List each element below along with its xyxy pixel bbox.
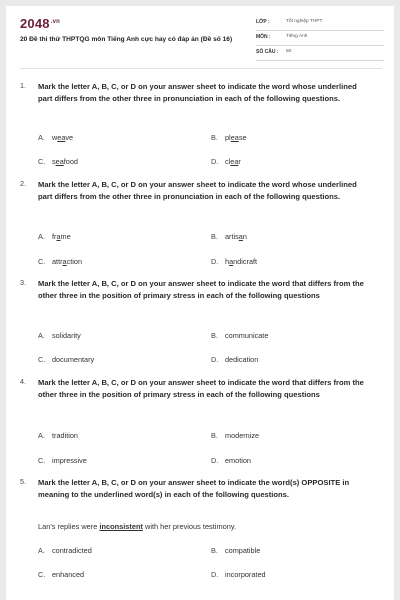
option-text: attraction — [52, 257, 83, 266]
meta-label: SỐ CÂU : — [256, 49, 279, 55]
option-text: seafood — [52, 157, 78, 166]
document-page — [6, 6, 394, 600]
option-text: dedication — [225, 355, 259, 364]
document-meta — [256, 16, 384, 61]
option-letter: A. — [38, 546, 45, 555]
option-text: compatible — [225, 546, 261, 555]
option-letter: A. — [38, 232, 45, 241]
meta-label: LỚP : — [256, 19, 270, 25]
site-logo[interactable] — [20, 16, 60, 31]
option-letter: B. — [211, 232, 218, 241]
option-letter: C. — [38, 257, 46, 266]
option-c[interactable] — [38, 355, 94, 364]
option-text: handicraft — [225, 257, 258, 266]
option-letter: B. — [211, 546, 218, 555]
option-c[interactable] — [38, 456, 87, 465]
option-text: please — [225, 133, 247, 142]
option-letter: A. — [38, 431, 45, 440]
option-letter: C. — [38, 355, 46, 364]
option-text: communicate — [225, 331, 269, 340]
option-letter: A. — [38, 133, 45, 142]
option-d[interactable] — [211, 355, 258, 364]
option-text: tradition — [52, 431, 78, 440]
meta-value: 50 — [286, 49, 292, 54]
meta-value: Tốt nghiệp THPT — [286, 19, 323, 24]
option-a[interactable] — [38, 546, 92, 555]
underlined-part: ea — [57, 133, 66, 142]
option-text: frame — [52, 232, 71, 241]
meta-row-question-count — [256, 46, 384, 61]
logo-text: 2048 — [20, 16, 50, 31]
option-letter: C. — [38, 157, 46, 166]
question-number: 2. — [20, 179, 26, 188]
underlined-part: a — [62, 257, 67, 266]
option-b[interactable] — [211, 431, 259, 440]
option-letter: B. — [211, 431, 218, 440]
meta-label: MÔN : — [256, 34, 271, 40]
option-d[interactable] — [211, 157, 241, 166]
meta-value: Tiếng Anh — [286, 34, 308, 39]
option-letter: D. — [211, 157, 219, 166]
option-c[interactable] — [38, 157, 78, 166]
option-b[interactable] — [211, 546, 260, 555]
option-a[interactable] — [38, 232, 71, 241]
option-d[interactable] — [211, 456, 251, 465]
underlined-part: a — [229, 257, 234, 266]
question-prompt: Mark the letter A, B, C, or D on your answer sheet to indicate the word(s) OPPOSITE in meaning to the underlined word(s) in each of the following questions. — [38, 478, 350, 499]
meta-row-subject — [256, 31, 384, 46]
underlined-part: ea — [230, 157, 239, 166]
option-text: documentary — [52, 355, 95, 364]
option-text: artisan — [225, 232, 247, 241]
option-text: incorporated — [225, 570, 266, 579]
option-d[interactable] — [211, 257, 257, 266]
option-b[interactable] — [211, 133, 247, 142]
underlined-part: ea — [55, 157, 64, 166]
question-prompt: Mark the letter A, B, C, or D on your answer sheet to indicate the word that differs from the other three in the position of primary stress in each of the following questions — [38, 279, 364, 300]
option-text: contradicted — [52, 546, 92, 555]
option-text: enhanced — [52, 570, 85, 579]
option-letter: A. — [38, 331, 45, 340]
header-divider — [20, 68, 382, 69]
option-b[interactable] — [211, 331, 268, 340]
option-text: solidarity — [52, 331, 81, 340]
option-text: emotion — [225, 456, 251, 465]
option-text: weave — [52, 133, 74, 142]
question-number: 4. — [20, 377, 26, 386]
option-a[interactable] — [38, 133, 73, 142]
option-c[interactable] — [38, 257, 82, 266]
option-text: impressive — [52, 456, 87, 465]
option-letter: D. — [211, 257, 219, 266]
option-a[interactable] — [38, 331, 81, 340]
underlined-part: a — [56, 232, 61, 241]
option-letter: D. — [211, 355, 219, 364]
option-b[interactable] — [211, 232, 247, 241]
meta-row-class — [256, 16, 384, 31]
option-letter: B. — [211, 331, 218, 340]
underlined-part: a — [238, 232, 243, 241]
option-c[interactable] — [38, 570, 84, 579]
question-number: 5. — [20, 477, 26, 486]
underlined-part: ea — [230, 133, 239, 142]
question-prompt: Mark the letter A, B, C, or D on your answer sheet to indicate the word that differs from the other three in the position of primary stress in each of the following questions — [38, 378, 364, 399]
document-title: 20 Đề thi thử THPTQG môn Tiếng Anh cực hay có đáp án (Đề số 16) — [20, 36, 233, 43]
option-letter: C. — [38, 456, 46, 465]
option-a[interactable] — [38, 431, 78, 440]
question-prompt: Mark the letter A, B, C, or D on your answer sheet to indicate the word whose underlined part differs from the other three in pronunciation in each of the following questions. — [38, 82, 357, 103]
option-letter: D. — [211, 456, 219, 465]
question-prompt: Mark the letter A, B, C, or D on your answer sheet to indicate the word whose underlined part differs from the other three in pronunciation in each of the following questions. — [38, 180, 357, 201]
option-text: modernize — [225, 431, 260, 440]
document-header — [6, 6, 394, 66]
option-letter: D. — [211, 570, 219, 579]
option-d[interactable] — [211, 570, 266, 579]
question-sentence: Lan's replies were inconsistent with her previous testimony. — [38, 522, 237, 531]
question-number: 3. — [20, 278, 26, 287]
option-letter: C. — [38, 570, 46, 579]
underlined-word: inconsistent — [99, 522, 143, 531]
question-number: 1. — [20, 81, 26, 90]
option-letter: B. — [211, 133, 218, 142]
option-text: clear — [225, 157, 241, 166]
logo-suffix: .vn — [50, 18, 61, 25]
